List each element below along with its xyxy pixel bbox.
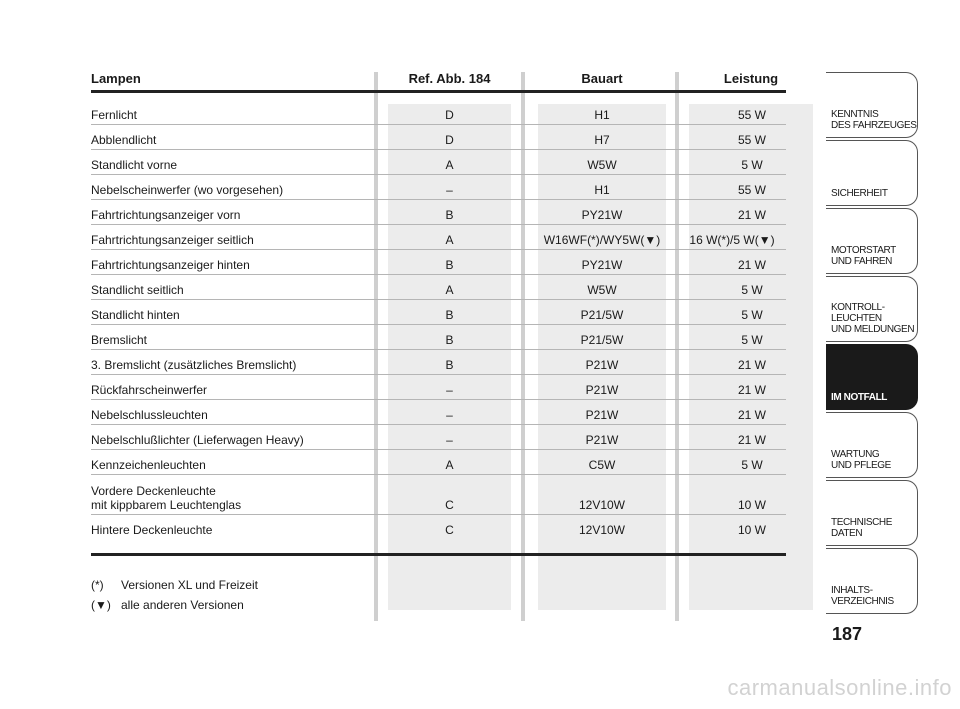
footnote-text: Versionen XL und Freizeit	[121, 578, 258, 592]
table-row	[91, 150, 786, 175]
power-cell: 21 W	[737, 408, 766, 422]
type-cell: W5W	[587, 158, 617, 172]
lamp-cell: Vordere Deckenleuchte mit kippbarem Leuchtenglas	[91, 484, 242, 512]
lamp-cell: Fahrtrichtungsanzeiger vorn	[91, 208, 241, 222]
chapter-tab[interactable]	[826, 480, 918, 546]
footnote-mark: (*)	[91, 578, 104, 592]
lamp-cell: Fernlicht	[91, 108, 138, 122]
power-cell: 10 W	[737, 498, 766, 512]
type-cell: P21/5W	[580, 333, 624, 347]
ref-cell: A	[445, 458, 454, 472]
table-row	[91, 475, 786, 515]
chapter-tab-label: IM NOTFALL	[831, 392, 887, 403]
ref-cell: A	[445, 233, 454, 247]
type-cell: 12V10W	[578, 523, 626, 537]
ref-cell: C	[445, 498, 454, 512]
footnote-text: alle anderen Versionen	[121, 598, 244, 612]
ref-cell: –	[446, 408, 453, 422]
ref-cell: B	[445, 333, 454, 347]
table-row	[91, 175, 786, 200]
chapter-tab[interactable]	[826, 276, 918, 342]
chapter-tab-label: TECHNISCHE DATEN	[831, 517, 893, 539]
type-cell: P21W	[585, 358, 619, 372]
header-lamp: Lampen	[91, 71, 141, 86]
power-cell: 55 W	[737, 108, 766, 122]
lamp-cell: Standlicht hinten	[91, 308, 180, 322]
type-cell: P21W	[585, 408, 619, 422]
power-cell: 10 W	[737, 523, 766, 537]
chapter-tab-label: KONTROLL- LEUCHTEN UND MELDUNGEN	[831, 302, 915, 335]
table-row	[91, 200, 786, 225]
power-cell: 16 W(*)/5 W(▼)	[689, 233, 775, 247]
chapter-tab[interactable]	[826, 72, 918, 138]
table-row	[91, 515, 786, 540]
power-cell: 55 W	[737, 183, 766, 197]
lamp-cell: Nebelscheinwerfer (wo vorgesehen)	[91, 183, 284, 197]
footnote	[91, 598, 244, 612]
power-cell: 5 W	[741, 333, 763, 347]
type-cell: P21W	[585, 433, 619, 447]
power-cell: 5 W	[741, 458, 763, 472]
footnote	[91, 578, 258, 592]
power-cell: 55 W	[737, 133, 766, 147]
type-cell: 12V10W	[578, 498, 626, 512]
ref-cell: –	[446, 383, 453, 397]
ref-cell: B	[445, 358, 454, 372]
chapter-tab[interactable]	[826, 208, 918, 274]
power-cell: 21 W	[737, 258, 766, 272]
header-rule	[91, 90, 786, 93]
power-cell: 5 W	[741, 283, 763, 297]
table-row	[91, 250, 786, 275]
table-row	[91, 450, 786, 475]
lamp-cell: Standlicht vorne	[91, 158, 178, 172]
lamp-cell: Nebelschlussleuchten	[91, 408, 208, 422]
power-cell: 21 W	[737, 383, 766, 397]
table-row	[91, 275, 786, 300]
ref-cell: A	[445, 158, 454, 172]
lamp-cell: Kennzeichenleuchten	[91, 458, 206, 472]
chapter-tab-label: SICHERHEIT	[831, 188, 888, 199]
chapter-tab-label: KENNTNIS DES FAHRZEUGES	[831, 109, 917, 131]
chapter-tab[interactable]	[826, 140, 918, 206]
table-row	[91, 400, 786, 425]
header-power: Leistung	[723, 71, 779, 86]
type-cell: H1	[594, 183, 610, 197]
table-row	[91, 100, 786, 125]
table-row	[91, 125, 786, 150]
power-cell: 21 W	[737, 433, 766, 447]
page-number: 187	[832, 624, 863, 644]
lamp-cell: Fahrtrichtungsanzeiger seitlich	[91, 233, 254, 247]
lamp-cell: Hintere Deckenleuchte	[91, 523, 213, 537]
footnote-mark: (▼)	[91, 598, 111, 612]
table-row	[91, 350, 786, 375]
lamp-cell: 3. Bremslicht (zusätzliches Bremslicht)	[91, 358, 297, 372]
table-row	[91, 300, 786, 325]
header-type: Bauart	[581, 71, 623, 86]
table-row	[91, 225, 786, 250]
type-cell: P21/5W	[580, 308, 624, 322]
ref-cell: B	[445, 258, 454, 272]
lamp-cell: Standlicht seitlich	[91, 283, 184, 297]
ref-cell: C	[445, 523, 454, 537]
ref-cell: B	[445, 308, 454, 322]
watermark: carmanualsonline.info	[727, 675, 952, 700]
type-cell: PY21W	[581, 208, 623, 222]
type-cell: H1	[594, 108, 610, 122]
power-cell: 5 W	[741, 158, 763, 172]
chapter-tab[interactable]	[826, 412, 918, 478]
power-cell: 21 W	[737, 208, 766, 222]
power-cell: 5 W	[741, 308, 763, 322]
lamp-cell: Nebelschlußlichter (Lieferwagen Heavy)	[91, 433, 304, 447]
ref-cell: –	[446, 183, 453, 197]
ref-cell: D	[445, 133, 454, 147]
type-cell: P21W	[585, 383, 619, 397]
type-cell: PY21W	[581, 258, 623, 272]
type-cell: H7	[594, 133, 610, 147]
ref-cell: –	[446, 433, 453, 447]
lamp-table	[91, 66, 786, 561]
chapter-tab[interactable]	[826, 548, 918, 614]
ref-cell: A	[445, 283, 454, 297]
table-row	[91, 325, 786, 350]
type-cell: C5W	[588, 458, 616, 472]
type-cell: W5W	[587, 283, 617, 297]
ref-cell: D	[445, 108, 454, 122]
chapter-tab[interactable]	[826, 344, 918, 410]
chapter-tab-label: INHALTS- VERZEICHNIS	[831, 585, 894, 607]
chapter-tab-label: MOTORSTART UND FAHREN	[831, 245, 896, 267]
ref-cell: B	[445, 208, 454, 222]
power-cell: 21 W	[737, 358, 766, 372]
table-row	[91, 425, 786, 450]
lamp-cell: Bremslicht	[91, 333, 148, 347]
lamp-cell: Abblendlicht	[91, 133, 157, 147]
lamp-cell: Rückfahrscheinwerfer	[91, 383, 208, 397]
lamp-cell: Fahrtrichtungsanzeiger hinten	[91, 258, 250, 272]
chapter-tab-label: WARTUNG UND PFLEGE	[831, 449, 891, 471]
header-ref: Ref. Abb. 184	[408, 71, 491, 86]
table-row	[91, 375, 786, 400]
footer-rule	[91, 553, 786, 556]
type-cell: W16WF(*)/WY5W(▼)	[543, 233, 661, 247]
